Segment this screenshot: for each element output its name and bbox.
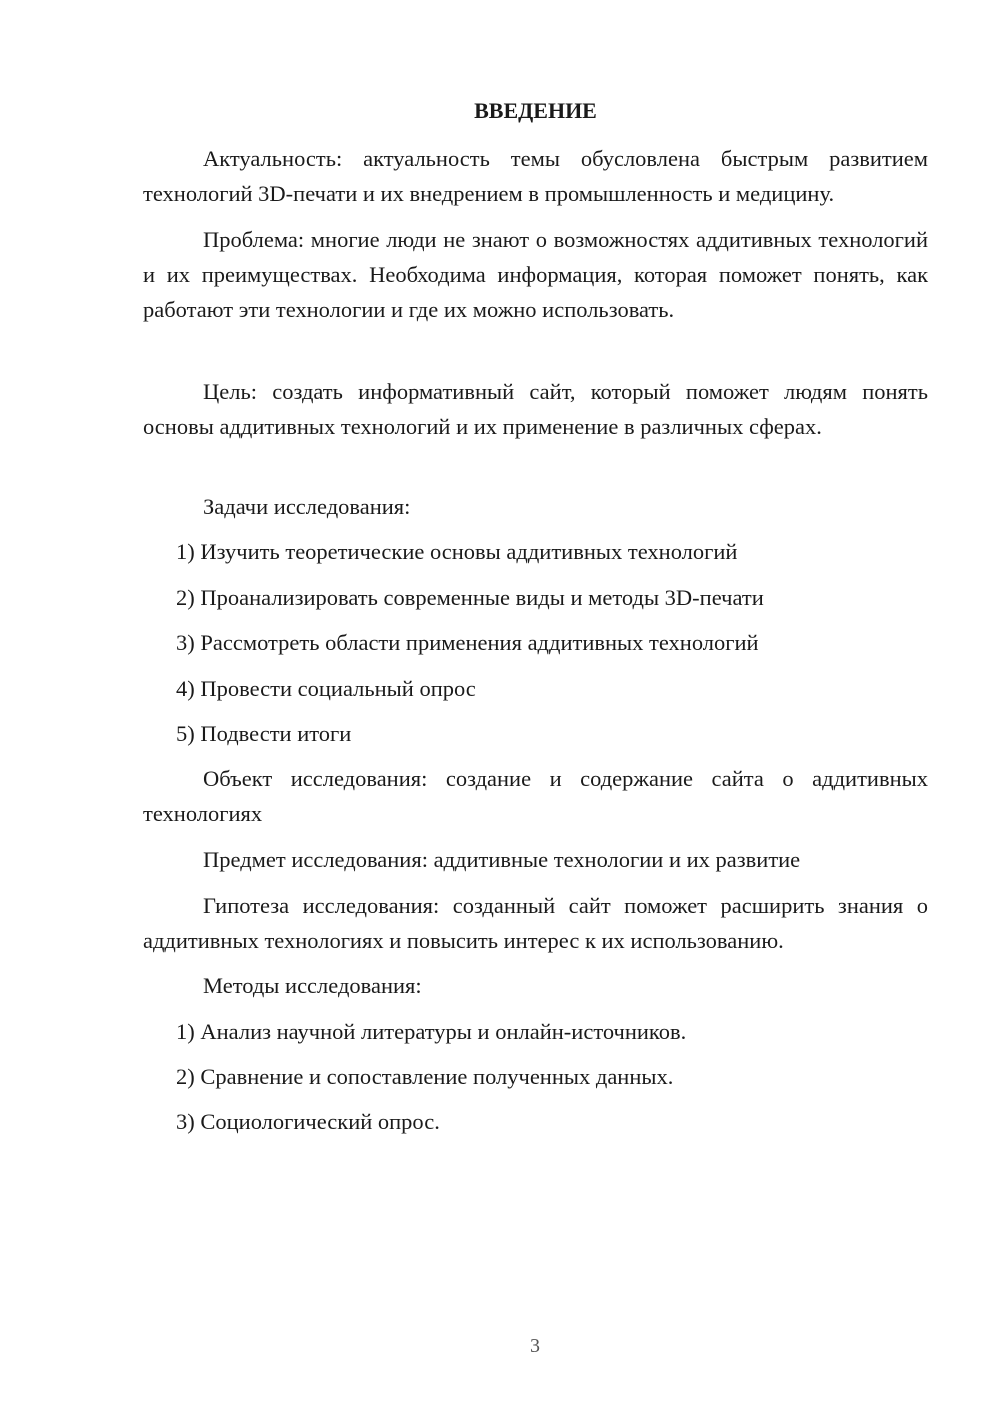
task-item: 3) Рассмотреть области применения аддитивных технологий: [176, 630, 759, 655]
methods-title: Методы исследования:: [203, 973, 422, 998]
tasks-title: Задачи исследования:: [203, 494, 411, 519]
method-item: 3) Социологический опрос.: [176, 1109, 440, 1134]
relevance-paragraph: Актуальность: актуальность темы обусловлена быстрым развитием технологий 3D-печати и их внедрением в промышленность и медицину.: [143, 146, 928, 207]
hypothesis-paragraph: Гипотеза исследования: созданный сайт поможет расширить знания о аддитивных технологиях и повысить интерес к их использованию.: [143, 893, 928, 954]
task-item: 4) Провести социальный опрос: [176, 676, 476, 701]
task-item: 1) Изучить теоретические основы аддитивных технологий: [176, 539, 738, 564]
goal-paragraph: Цель: создать информативный сайт, который поможет людям понять основы аддитивных технологий и их применение в различных сферах.: [143, 379, 928, 440]
task-item: 5) Подвести итоги: [176, 721, 352, 746]
object-paragraph: Объект исследования: создание и содержание сайта о аддитивных технологиях: [143, 766, 928, 827]
section-heading: ВВЕДЕНИЕ: [474, 98, 597, 123]
method-item: 2) Сравнение и сопоставление полученных данных.: [176, 1064, 674, 1089]
method-item: 1) Анализ научной литературы и онлайн-источников.: [176, 1019, 687, 1044]
subject-paragraph: Предмет исследования: аддитивные технологии и их развитие: [203, 847, 801, 872]
page-number: 3: [530, 1335, 540, 1357]
problem-paragraph: Проблема: многие люди не знают о возможностях аддитивных технологий и их преимуществах. Необходима информация, которая поможет понять, как работают эти технологии и где их можно использовать.: [143, 227, 928, 323]
task-item: 2) Проанализировать современные виды и методы 3D-печати: [176, 585, 764, 610]
